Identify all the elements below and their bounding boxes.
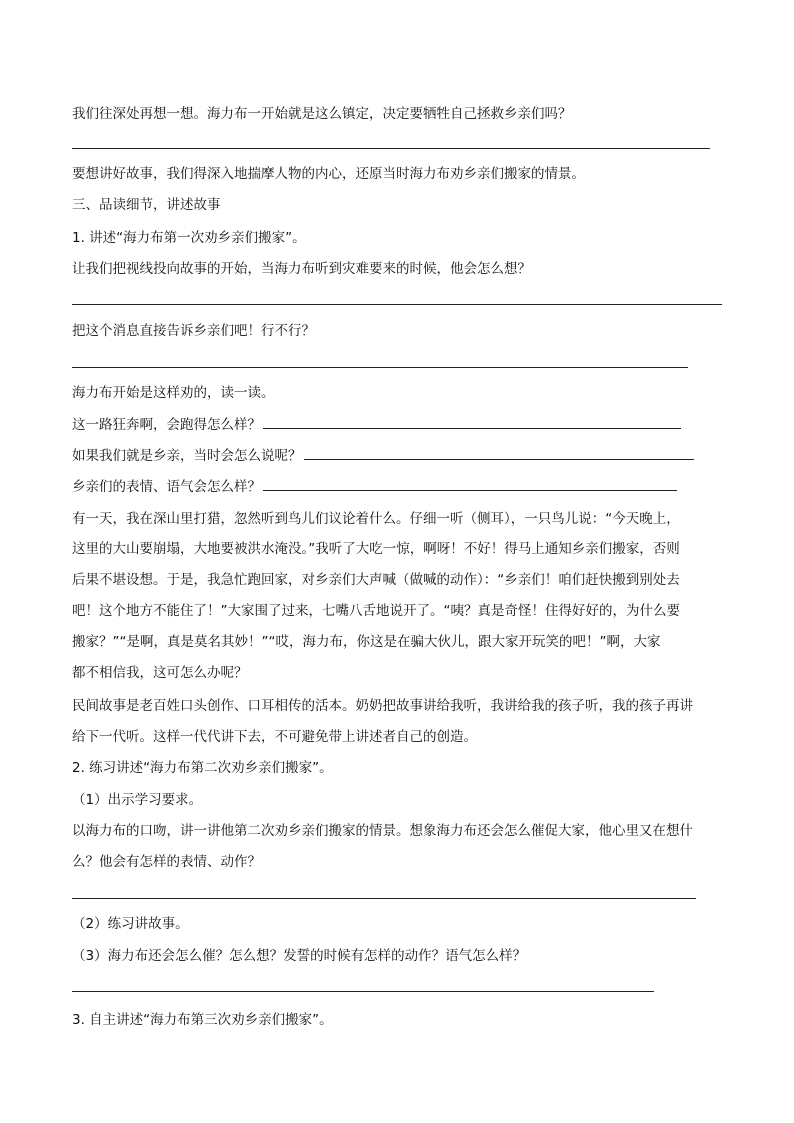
answer-line [72,148,710,149]
read-prompt: 海力布开始是这样劝的，读一读。 [72,385,275,401]
question-tell-directly: 把这个消息直接告诉乡亲们吧！行不行？ [72,323,315,339]
answer-line [72,898,696,899]
answer-line [72,367,688,368]
question-first-thought: 让我们把视线投向故事的开始，当海力布听到灾难要来的时候，他会怎么想？ [72,261,531,277]
question-expression-tone: 乡亲们的表情、语气会怎么样？ [72,478,677,496]
fill-in-blank [304,447,694,460]
question-running: 这一路狂奔啊，会跑得怎么样？ [72,416,681,434]
step-1-label: （1）出示学习要求。 [72,792,203,808]
fill-in-blank [263,416,681,429]
task-3-heading: 3. 自主讲述“海力布第三次劝乡亲们搬家”。 [72,1012,333,1028]
question-villagers-say: 如果我们就是乡亲，当时会怎么说呢？ [72,447,694,465]
step-3-question: （3）海力布还会怎么催？怎么想？发誓的时候有怎样的动作？语气怎么样？ [72,948,527,964]
step-2-label: （2）练习讲故事。 [72,916,189,932]
section-heading: 三、品读细节，讲述故事 [72,197,221,213]
question-think-deeper: 我们往深处再想一想。海力布一开始就是这么镇定，决定要牺牲自己拯救乡亲们吗？ [72,106,572,122]
fill-in-blank [263,478,677,491]
answer-line [72,304,722,305]
worksheet-page: 我们往深处再想一想。海力布一开始就是这么镇定，决定要牺牲自己拯救乡亲们吗？ 要想讲好故事，我们得深入地揣摩人物的内心，还原当时海力布劝乡亲们搬家的情景。 三、品读细节，讲述故事 1. 讲述“海力布第一次劝乡亲们搬家”。 让我们把视线投向故事的开始，当海力布听到灾难要来的时候，他会怎么想？ 把这个消息直接告诉乡亲们吧！行不行？ 海力布开始是这样劝的，读一读。 这一路狂奔啊，会跑得怎么样？ 如果我们就是乡亲，当时会怎么说呢？ 乡亲们的表情、语气会怎么样？ 有一天，我在深山里打猎，忽然听到鸟儿们议论着什么。仔细一听（侧耳），一只鸟儿说：“今天晚上， 这里的大山要崩塌，大地要被洪水淹没。”我听了大吃一惊，啊呀！不好！得马上通知乡亲们搬家，否则 后果不堪设想。于是，我急忙跑回家，对乡亲们大声喊（做喊的动作）：“乡亲们！咱们赶快搬到别处去 吧！这个地方不能住了！”大家围了过来，七嘴八舌地说开了。“咦？真是奇怪！住得好好的，为什么要 搬家？”“是啊，真是莫名其妙！”“哎，海力布，你这是在骗大伙儿，跟大家开玩笑的吧！”啊，大家 都不相信我，这可怎么办呢？ 民间故事是老百姓口头创作、口耳相传的活本。奶奶把故事讲给我听，我讲给我的孩子听，我的孩子再讲 给下一代听。这样一代代讲下去，不可避免带上讲述者自己的创造。 2. 练习讲述“海力布第二次劝乡亲们搬家”。 （1）出示学习要求。 以海力布的口吻，讲一讲他第二次劝乡亲们搬家的情景。想象海力布还会怎么催促大家，他心里又在想什 么？他会有怎样的表情、动作？ （2）练习讲故事。 （3）海力布还会怎么催？怎么想？发誓的时候有怎样的动作？语气怎么样？ 3. 自主讲述“海力布第三次劝乡亲们搬家”。 [0,0,794,1123]
task-2-heading: 2. 练习讲述“海力布第二次劝乡亲们搬家”。 [72,760,333,776]
instruction-text: 要想讲好故事，我们得深入地揣摩人物的内心，还原当时海力布劝乡亲们搬家的情景。 [72,166,585,182]
answer-line [72,991,654,992]
task-1-heading: 1. 讲述“海力布第一次劝乡亲们搬家”。 [72,230,306,246]
